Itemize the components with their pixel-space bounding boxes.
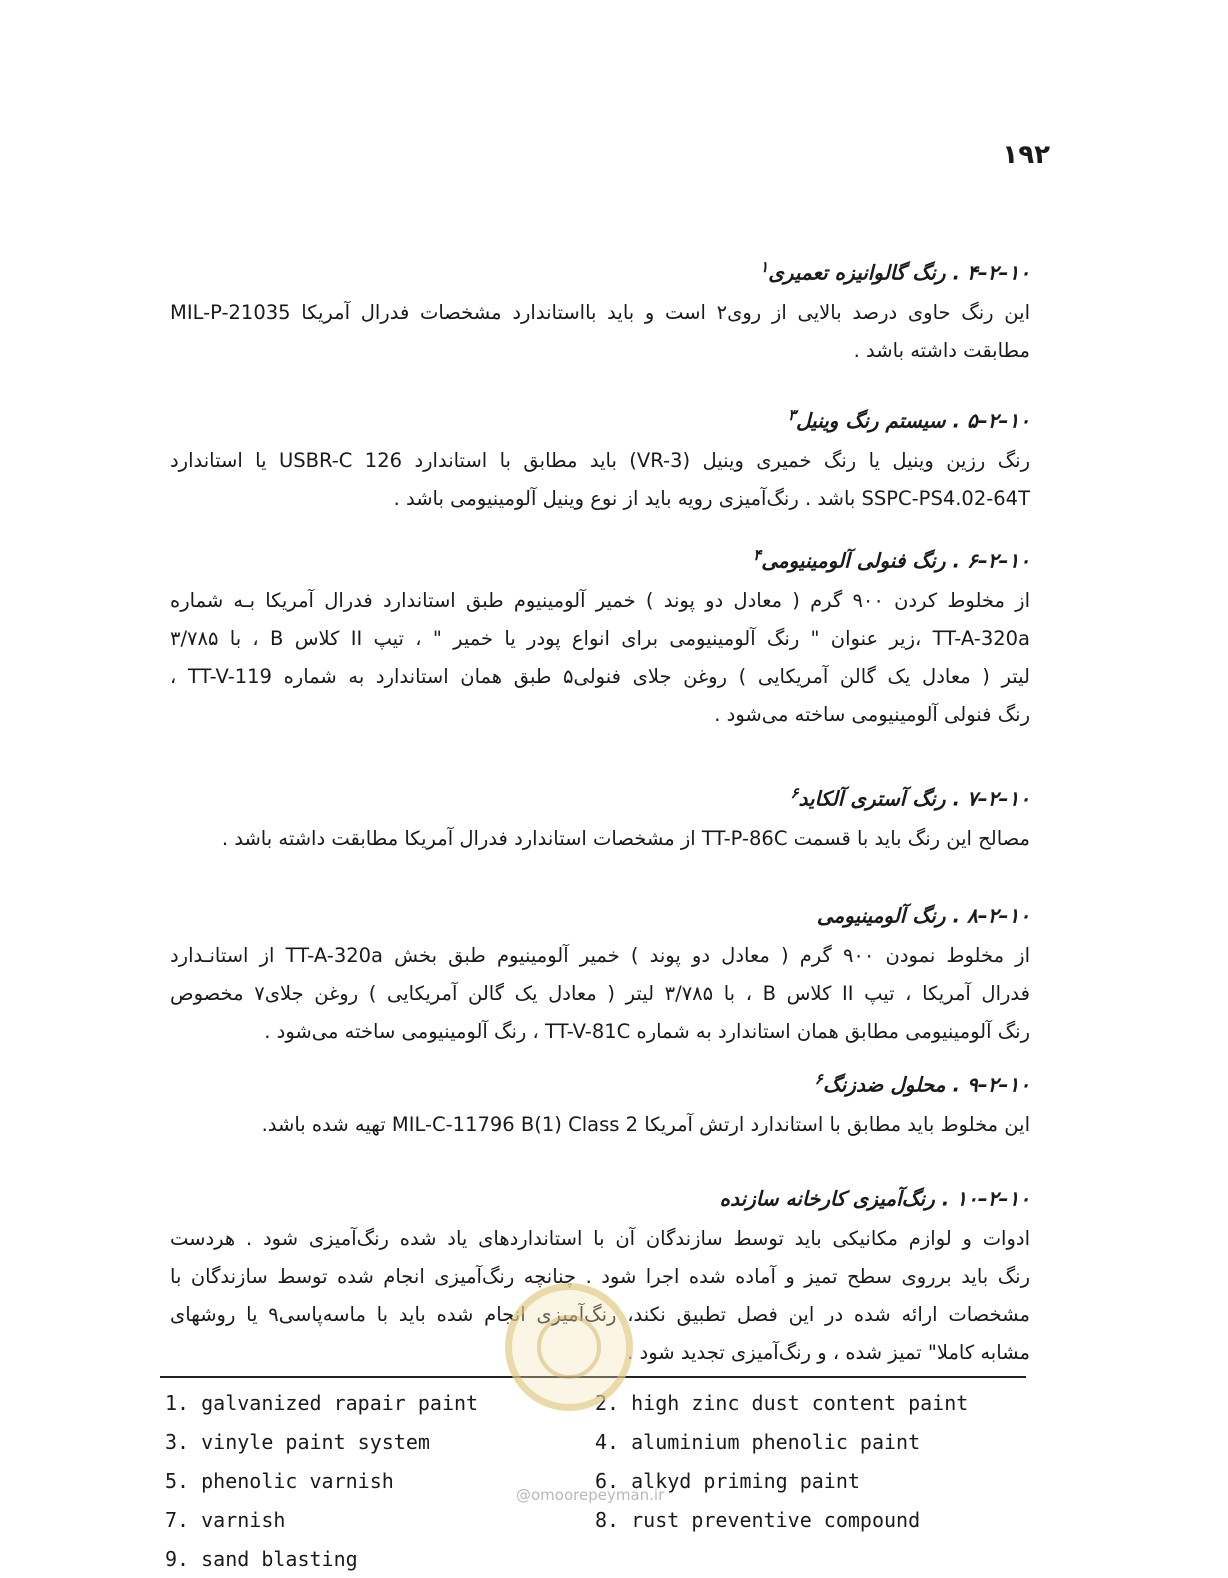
watermark-inner-ring <box>537 1315 601 1379</box>
body-line: از مخلوط نمودن ۹۰۰ گرم ( معادل دو پوند ) خمیر آلومینیوم طبق بخش TT-A-320a از استانـدارد <box>170 943 1030 967</box>
section-heading-text: ۱۰–۲–۹ . محلول ضدزنگ <box>822 1072 1030 1097</box>
section-heading <box>170 1064 1030 1100</box>
body-line: این مخلوط باید مطابق با استاندارد ارتش آمریکا MIL-C-11796 B(1) Class 2 تهیه شده باشد. <box>261 1112 1030 1136</box>
section-heading-text: ۱۰–۲–۶ . رنگ فنولی آلومینیومی <box>761 548 1030 573</box>
footnote-marker: ۳ <box>787 406 797 424</box>
section-heading <box>170 1178 1030 1214</box>
footnote-item: 4. aluminium phenolic paint <box>595 1429 921 1454</box>
body-line: رنگ باید برروی سطح تمیز و آماده شده اجرا شود . چنانچه رنگ‌آمیزی انجام شده توسط سازندگان با <box>170 1264 1030 1288</box>
body-line: لیتر ( معادل یک گالن آمریکایی ) روغن جلای فنولی۵ طبق همان استاندارد به شماره TT-V-119 ، <box>170 664 1031 688</box>
watermark-site: @omoorepeyman.ir <box>516 1486 665 1504</box>
footnote-marker: ۱ <box>760 258 769 276</box>
footnote-item: 5. phenolic varnish <box>165 1468 394 1493</box>
section-4 <box>170 778 1030 858</box>
section-heading-text: ۱۰–۲–۷ . رنگ آستری آلکاید <box>798 786 1030 811</box>
body-line: مصالح این رنگ باید با قسمت TT-P-86C از مشخصات استاندارد فدرال آمریکا مطابقت داشته باشد . <box>221 826 1030 850</box>
section-5 <box>170 895 1030 1051</box>
footnote-item: 2. high zinc dust content paint <box>595 1390 969 1415</box>
body-line: مشابه کاملا" تمیز شده ، و رنگ‌آمیزی تجدید شود . <box>627 1340 1030 1364</box>
footnote-item: 7. varnish <box>165 1507 286 1532</box>
footnote-item: 8. rust preventive compound <box>595 1507 921 1532</box>
body-line: مشخصات ارائه شده در این فصل تطبیق نکند، رنگ‌آمیزی انجام شده باید با ماسه‌پاسی۹ یا روشهای <box>170 1302 1030 1326</box>
footnote-marker: ۶ <box>790 784 799 802</box>
section-heading-text: ۱۰–۲–۴ . رنگ گالوانیزه تعمیری <box>768 260 1030 285</box>
body-line: مطابقت داشته باشد . <box>853 338 1030 362</box>
body-line: فدرال آمریکا ، تیپ II کلاس B ، با ۳/۷۸۵ لیتر ( معادل یک گالن آمریکایی ) روغن جلای۷ مخصوص <box>170 981 1030 1005</box>
section-heading <box>170 400 1030 436</box>
footnote-marker: ۶ <box>814 1070 823 1088</box>
section-heading <box>170 778 1030 814</box>
body-line: رنگ فنولی آلومینیومی ساخته می‌شود . <box>714 702 1030 726</box>
footnote-item: 6. alkyd priming paint <box>595 1468 860 1493</box>
body-line: از مخلوط کردن ۹۰۰ گرم ( معادل دو پوند ) خمیر آلومینیوم طبق استاندارد فدرال آمریکا بـه شماره <box>170 588 1030 612</box>
section-6 <box>170 1064 1030 1144</box>
section-heading-text: ۱۰–۲–۸ . رنگ آلومینیومی <box>816 903 1030 928</box>
body-line: رنگ آلومینیومی مطابق همان استاندارد به شماره TT-V-81C ، رنگ آلومینیومی ساخته می‌شود . <box>264 1019 1030 1043</box>
section-heading <box>170 540 1030 576</box>
page-number: ۱۹۲ <box>1002 140 1050 170</box>
body-line: رنگ رزین وینیل یا رنگ خمیری وینیل (VR-3) باید مطابق با استاندارد USBR-C 126 یا استاندارد <box>170 448 1031 472</box>
body-line: این رنگ حاوی درصد بالایی از روی۲ است و باید بااستاندارد مشخصات فدرال آمریکا MIL-P-21035 <box>170 300 1030 324</box>
watermark-seal-icon <box>505 1283 633 1411</box>
footnote-row <box>165 1539 1035 1578</box>
section-2 <box>170 400 1030 518</box>
section-heading-text: ۱۰–۲–۵ . سیستم رنگ وینیل <box>796 408 1030 433</box>
section-heading <box>170 895 1030 931</box>
footnote-item: 3. vinyle paint system <box>165 1429 430 1454</box>
section-3 <box>170 540 1030 734</box>
body-line: SSPC-PS4.02-64T باشد . رنگ‌آمیزی رویه باید از نوع وینیل آلومینیومی باشد . <box>393 486 1030 510</box>
body-line: ادوات و لوازم مکانیکی باید توسط سازندگان آن با استانداردهای یاد شده رنگ‌آمیزی شود . هردست <box>170 1226 1030 1250</box>
footnote-item: 9. sand blasting <box>165 1546 358 1571</box>
footnote-item: 1. galvanized rapair paint <box>165 1390 479 1415</box>
footnote-row <box>165 1422 1035 1461</box>
section-1 <box>170 252 1030 370</box>
footnotes <box>165 1383 1035 1578</box>
footnote-marker: ۴ <box>753 546 762 564</box>
body-line: TT-A-320a ،زیر عنوان " رنگ آلومینیومی برای انواع پودر یا خمیر " ، تیپ II کلاس B ، با ۳/۷۸۵ <box>170 626 1031 650</box>
section-heading <box>170 252 1030 288</box>
section-heading-text: ۱۰–۲–۱۰ . رنگ‌آمیزی کارخانه سازنده <box>719 1186 1030 1211</box>
footnote-row <box>165 1500 1035 1539</box>
